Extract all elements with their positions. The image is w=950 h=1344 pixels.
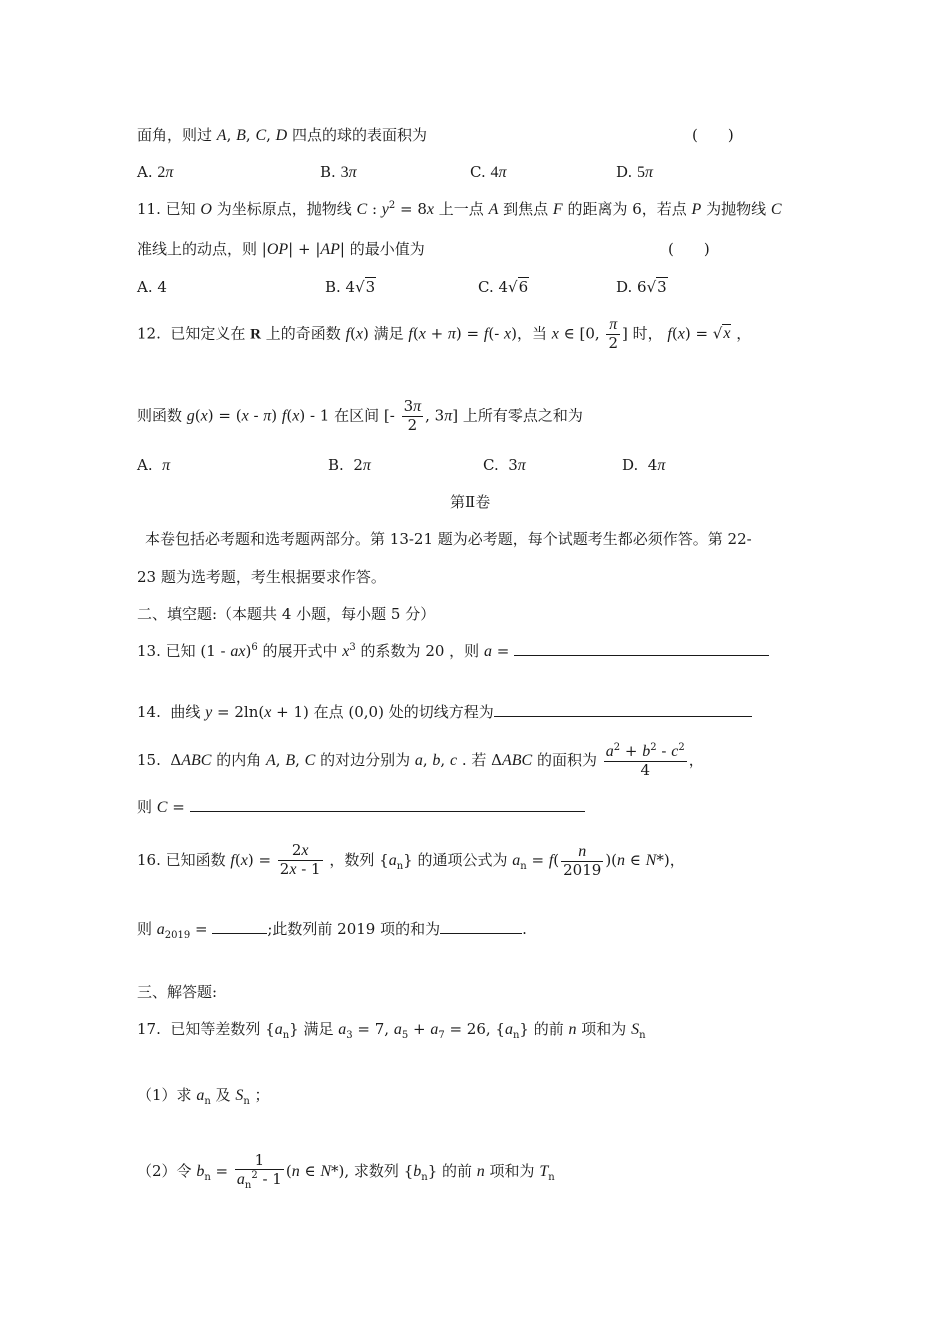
- q12-option-a: A. π: [137, 456, 171, 474]
- q17-part1: （1）求 $a_n$ 及 $S_n$ ；: [137, 1086, 270, 1107]
- q12-line1: 12. 已知定义在 R 上的奇函数 f(x) 满足 f(x + π) = f(- x)，当 x ∈ [0, $\frac{\pi}{2}$ ] 时， f(x) = √x ，: [137, 316, 752, 353]
- q11-paren: ( ): [668, 240, 710, 258]
- q12-option-d: D. 4π: [622, 456, 666, 474]
- q10-option-d: D. 5π: [616, 163, 654, 181]
- part2-title: 第Ⅱ卷: [450, 493, 491, 511]
- q12-option-c: C. 3π: [483, 456, 526, 474]
- q15-line1: 15. ΔABC 的内角 A, B, C 的对边分别为 a, b, c . 若 ΔABC 的面积为 $\frac{a^2 + b^2 - c^2}{4}$ ，: [137, 742, 704, 780]
- q16-line2: 则 $a_{2019}$ = ;此数列前 2019 项的和为 .: [137, 920, 527, 941]
- q12-option-b: B. 2π: [328, 456, 371, 474]
- q15-line2: 则 C =: [137, 798, 585, 817]
- q11-option-a: A. 4: [137, 278, 167, 296]
- q17-line1: 17. 已知等差数列 $\{a_n\}$ 满足 $a_3 = 7$, $a_5 + a_7 = 26$, $\{a_n\}$ 的前 n 项和为 $S_n$: [137, 1020, 646, 1041]
- q10-option-a: A. 2π: [137, 163, 174, 181]
- part2-intro-line2: 23 题为选考题，考生根据要求作答。: [137, 568, 386, 586]
- q17-part2: （2）令 $b_n$ = $\frac{1}{a_n^2 - 1}$ (n ∈ N*), 求数列 $\{b_n\}$ 的前 n 项和为 $T_n$: [137, 1151, 555, 1192]
- section3-heading: 三、解答题:: [137, 983, 218, 1001]
- q11-line1: 11. 已知 O 为坐标原点，抛物线 C : $y^2 = 8x$ 上一点 A 到焦点 F 的距离为 6，若点 P 为抛物线 C: [137, 200, 782, 218]
- q12-line2: 则函数 g(x) = (x - π) f(x) - 1 在区间 [- $\frac{3\pi}{2}$ , 3π] 上所有零点之和为: [137, 397, 583, 435]
- part2-intro-line1: 本卷包括必考题和选考题两部分。第 13-21 题为必考题，每个试题考生都必须作答。第 22-: [145, 530, 752, 548]
- q10-paren: ( ): [692, 126, 734, 144]
- q10-option-b: B. 3π: [320, 163, 357, 181]
- q10-text: 面角，则过 A, B, C, D 四点的球的表面积为: [137, 126, 427, 144]
- q13-text: 13. 已知 (1 - ax)$^6$ 的展开式中 $x^3$ 的系数为 20 ，则 a =: [137, 642, 769, 661]
- q16-period: .: [522, 920, 527, 938]
- q14-text: 14. 曲线 y = 2ln(x + 1) 在点 (0,0) 处的切线方程为: [137, 703, 752, 722]
- q11-option-d: D. 6√3: [616, 278, 667, 296]
- section2-heading: 二、填空题:（本题共 4 小题，每小题 5 分）: [137, 605, 436, 623]
- q11-line2: 准线上的动点，则 |OP| + |AP| 的最小值为: [137, 240, 425, 258]
- q11-option-c: C. 4√6: [478, 278, 529, 296]
- q16-sum-prompt: ;此数列前 2019 项的和为: [267, 920, 441, 938]
- q16-line1: 16. 已知函数 f(x) = $\frac{2x}{2x - 1}$ ，数列 $\{a_n\}$ 的通项公式为 $a_n = f$( $\frac{n}{2019}$ )(n ∈ N*)，: [137, 841, 685, 879]
- q11-option-b: B. 4√3: [325, 278, 376, 296]
- q10-option-c: C. 4π: [470, 163, 507, 181]
